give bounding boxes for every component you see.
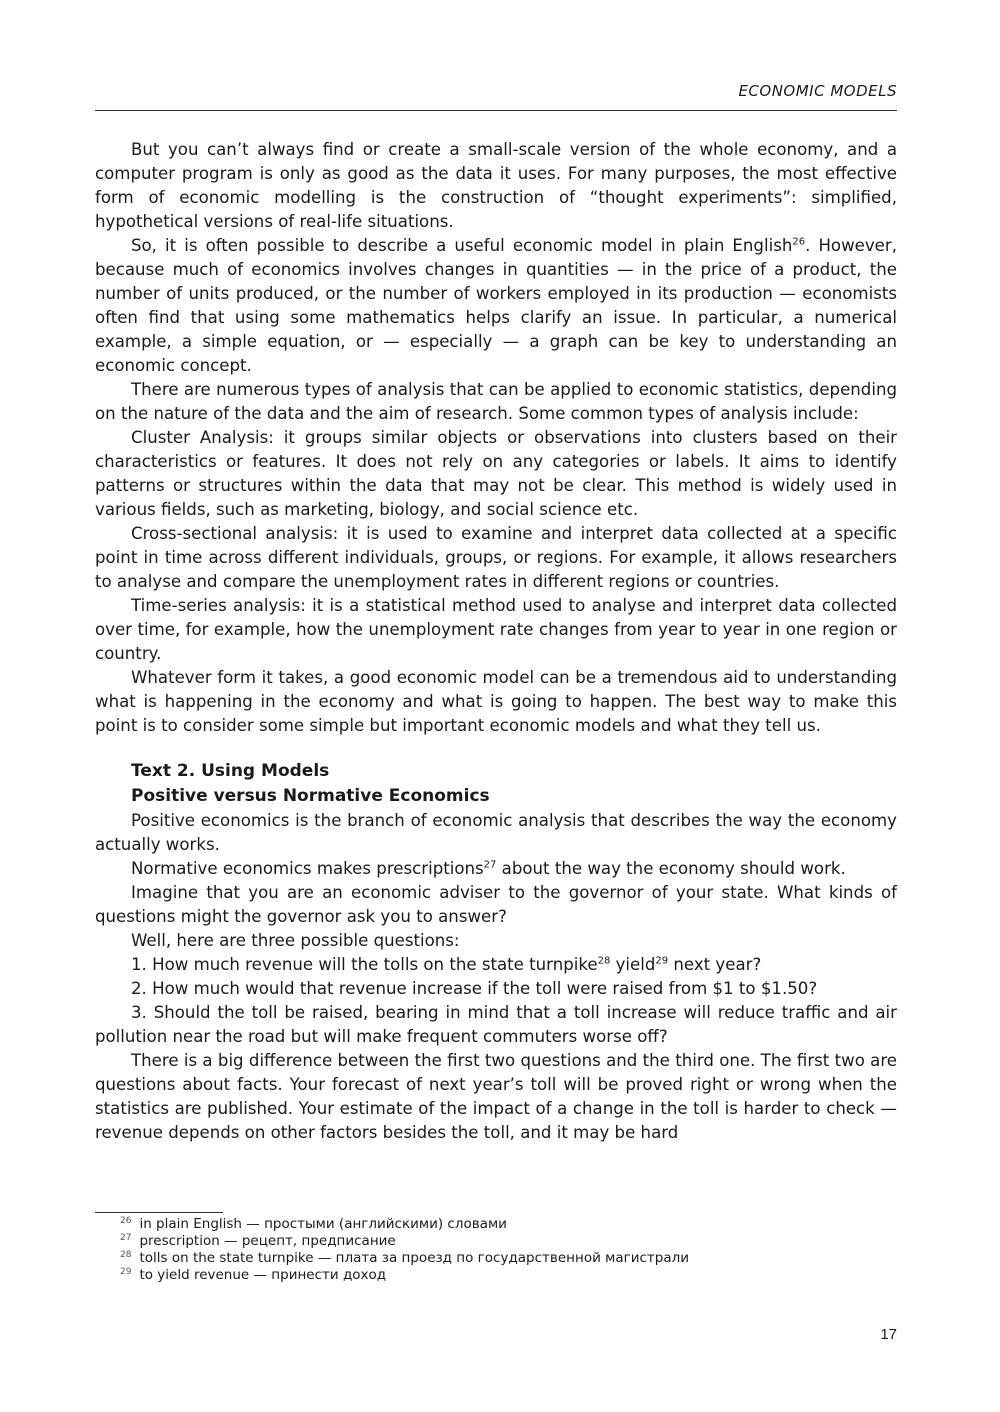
running-header: ECONOMIC MODELS (738, 82, 897, 100)
footnote (120, 1250, 689, 1267)
footnote-ref: 28 (597, 955, 611, 967)
section-subtitle: Positive versus Normative Economics (131, 786, 490, 806)
footnote-ref: 29 (655, 955, 669, 967)
text: next year? (668, 955, 762, 974)
page-body (95, 138, 897, 1145)
footnote-text: in plain English — простыми (английскими) словами (139, 1216, 507, 1232)
paragraph: There is a big difference between the first two questions and the third one. The first two are questions about facts. Your forecast of next year’s toll will be proved right or wrong when the statistics are published. Your estimate of the impact of a change in the toll is harder to check — revenue depends on other factors besides the toll, and it may be hard (95, 1051, 897, 1142)
footnotes (120, 1216, 689, 1284)
text: . However, because much of economics involves changes in quantities — in the price of a product, the number of units produced, or the number of workers employed in its production — economists often find that using some mathematics helps clarify an issue. In particular, a numerical example, a simple equation, or — especially — a graph can be key to understanding an economic concept. (95, 236, 897, 375)
paragraph: Time-series analysis: it is a statistical method used to analyse and interpret data collected over time, for example, how the unemployment rate changes from year to year in one region or country. (95, 596, 897, 663)
footnote (120, 1267, 689, 1284)
paragraph: But you can’t always find or create a small-scale version of the whole economy, and a computer program is only as good as the data it uses. For many purposes, the most effective form of economic modelling is the construction of “thought experiments”: simplified, hypothetical versions of real-life situations. (95, 140, 897, 231)
text: yield (610, 955, 656, 974)
question-item: 2. How much would that revenue increase if the toll were raised from $1 to $1.50? (131, 979, 818, 998)
footnote-number: 26 (120, 1215, 132, 1226)
footnote-number: 28 (120, 1249, 132, 1260)
paragraph: Whatever form it takes, a good economic model can be a tremendous aid to understanding what is happening in the economy and what is going to happen. The best way to make this point is to consider some simple but important economic models and what they tell us. (95, 668, 897, 735)
header-rule (95, 110, 897, 111)
footnote-text: prescription — рецепт, предписание (139, 1233, 396, 1249)
text: about the way the economy should work. (496, 859, 846, 878)
text: 1. How much revenue will the tolls on the state turnpike (131, 955, 598, 974)
question-item (95, 953, 897, 977)
paragraph (95, 857, 897, 881)
footnote-text: to yield revenue — принести доход (139, 1267, 387, 1283)
paragraph: There are numerous types of analysis that can be applied to economic statistics, depending on the nature of the data and the aim of research. Some common types of analysis include: (95, 380, 897, 423)
footnote-number: 29 (120, 1266, 132, 1277)
text: So, it is often possible to describe a useful economic model in plain English (131, 236, 793, 255)
paragraph: Imagine that you are an economic adviser to the governor of your state. What kinds of questions might the governor ask you to answer? (95, 883, 897, 926)
question-item: 3. Should the toll be raised, bearing in mind that a toll increase will reduce traffic and air pollution near the road but will make frequent commuters worse off? (95, 1003, 897, 1046)
footnote-text: tolls on the state turnpike — плата за проезд по государственной магистрали (139, 1250, 689, 1266)
paragraph: Well, here are three possible questions: (131, 931, 460, 950)
paragraph: Positive economics is the branch of economic analysis that describes the way the economy actually works. (95, 811, 897, 854)
footnote (120, 1233, 689, 1250)
paragraph: Cross-sectional analysis: it is used to examine and interpret data collected at a specific point in time across different individuals, groups, or regions. For example, it allows researchers to analyse and compare the unemployment rates in different regions or countries. (95, 524, 897, 591)
page-number: 17 (880, 1326, 897, 1343)
paragraph (95, 234, 897, 378)
footnote-ref: 27 (483, 859, 497, 871)
paragraph: Cluster Analysis: it groups similar objects or observations into clusters based on their characteristics or features. It does not rely on any categories or labels. It aims to identify patterns or structures within the data that may not be clear. This method is widely used in various fields, such as marketing, biology, and social science etc. (95, 428, 897, 519)
footnote-rule (95, 1212, 223, 1213)
footnote-number: 27 (120, 1232, 132, 1243)
footnote-ref: 26 (792, 236, 806, 248)
footnote (120, 1216, 689, 1233)
section-title: Text 2. Using Models (131, 761, 330, 781)
text: Normative economics makes prescriptions (131, 859, 484, 878)
